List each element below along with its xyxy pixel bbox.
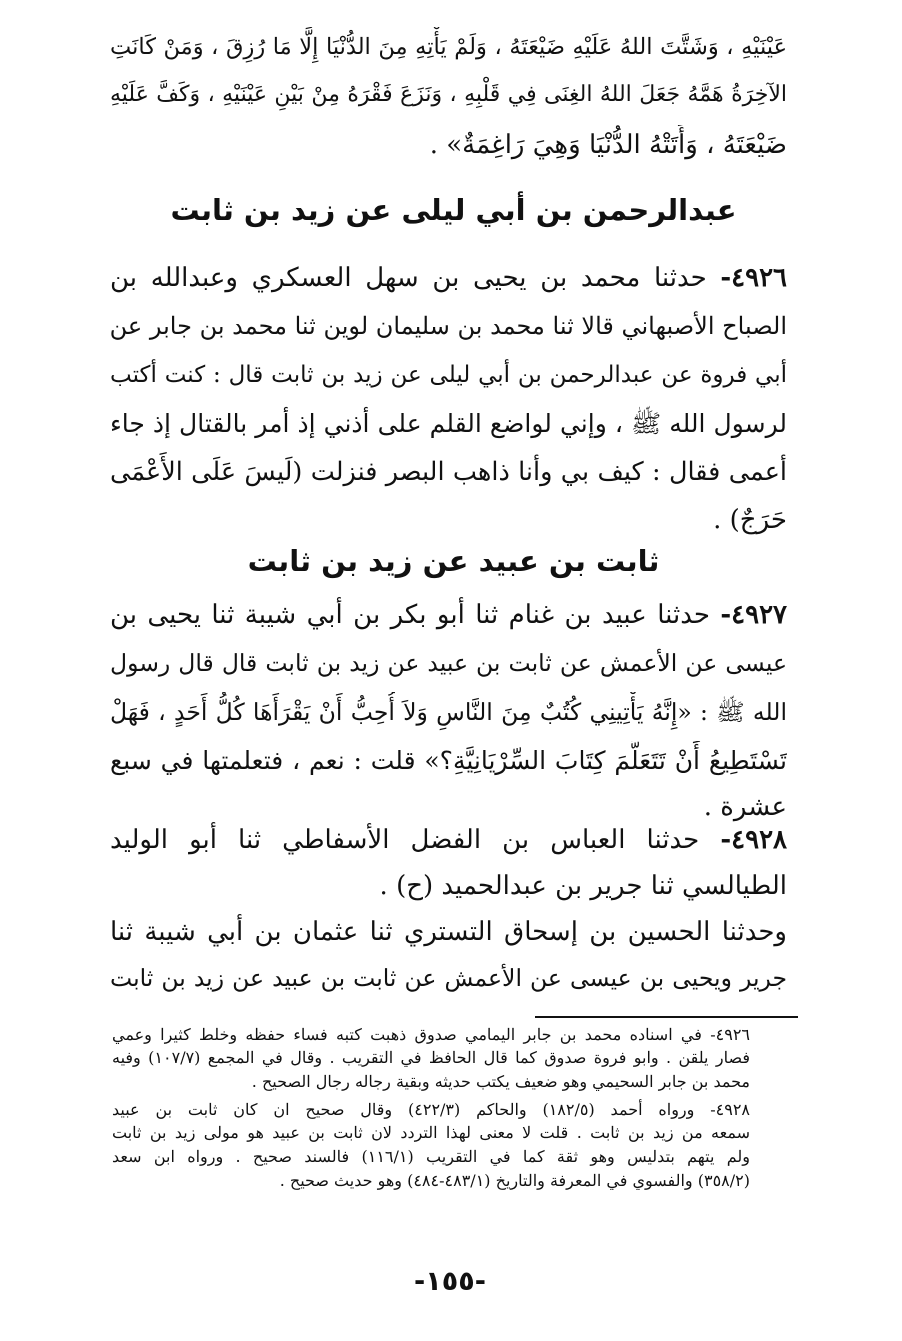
footnote-line: محمد بن جابر السحيمي وهو ضعيف يكتب حديثه وبقية رجاله رجال الصحيح . [251,1072,750,1091]
text-line: أعمى فقال : كيف بي وأنا ذاهب البصر فنزلت (لَيسَ عَلَى الأَعْمَى [110,457,787,487]
text-line: حَرَجٌ) . [713,505,787,535]
text-line: تَسْتَطِيعُ أَنْ تَتَعَلَّمَ كِتَابَ السِّرْيَانِيَّةِ؟» قلت : نعم ، فتعلمتها في سبع [110,746,787,775]
text-line: عيسى عن الأعمش عن ثابت بن عبيد عن زيد بن ثابت قال قال رسول [110,649,787,677]
footnote-line: ٤٩٢٦- في اسناده محمد بن جابر اليمامي صدوق ذهبت كتبه فساء حفظه وخلط كثيرا وعمي [112,1025,750,1044]
section-heading: ثابت بن عبيد عن زيد بن ثابت [247,544,660,578]
text-line: ضَيْعَتَهُ ، وَأَتَتْهُ الدُّنْيَا وَهِيَ رَاغِمَةٌ» . [429,130,787,160]
text-line: أبي فروة عن عبدالرحمن بن أبي ليلى عن زيد بن ثابت قال : كنت أكتب [110,362,787,388]
text-line: وحدثنا الحسين بن إسحاق التستري ثنا عثمان بن أبي شيبة ثنا [110,917,787,947]
footnote-line: فصار يلقن . وابو فروة صدوق كما قال الحافظ في التقريب . وقال في المجمع (١٠٧/٧) وفيه [112,1048,750,1067]
text-line: عَيْنَيْهِ ، وَشَتَّتَ اللهُ عَلَيْهِ ضَيْعَتَهُ ، وَلَمْ يَأْتِهِ مِنَ الدُّنْيَا إِلَّا مَا رُزِقَ ، وَمَنْ كَانَتِ [110,34,787,60]
footnote-line: سمعه من زيد بن ثابت . قلت لا معنى لهذا التردد لان ثابت بن عبيد هو مولى زيد بن ثابت [112,1123,750,1142]
text-line: الصباح الأصبهاني قالا ثنا محمد بن سليمان لوين ثنا محمد بن جابر عن [110,312,787,340]
hadith-first-line [110,258,787,298]
section-heading: عبدالرحمن بن أبي ليلى عن زيد بن ثابت [170,193,737,227]
text-line: الطيالسي ثنا جرير بن عبدالحميد (ح) . [379,871,787,901]
text-line: الآخِرَةُ هَمَّهُ جَعَلَ اللهُ الغِنَى فِي قَلْبِهِ ، وَنَزَعَ فَقْرَهُ مِنْ بَيْنِ عَيْنَيْهِ ، وَكَفَّ عَلَيْهِ [110,82,787,107]
hadith-first-line [110,820,787,860]
footnote-line: ولم يتهم بتدليس وهو ثقة كما في التقريب (١١٦/١) فالسند صحيح . ورواه ابن سعد [112,1147,750,1166]
hadith-text: حدثنا محمد بن يحيى بن سهل العسكري وعبدالله بن [110,263,707,293]
page-number: -١٥٥- [414,1266,486,1297]
hadith-first-line [110,595,787,635]
hadith-number: ٤٩٢٧- [720,600,787,630]
footnote-line: ٤٩٢٨- ورواه أحمد (١٨٢/٥) والحاكم (٤٢٢/٣) وقال صحيح ان كان ثابت بن عبيد [112,1100,750,1119]
footnote-divider [535,1016,798,1018]
hadith-number: ٤٩٢٦- [720,263,787,293]
hadith-number: ٤٩٢٨- [720,825,787,855]
footnote-line: (٣٥٨/٢) والفسوي في المعرفة والتاريخ (٤٨٣/١-٤٨٤) وهو حديث صحيح . [279,1171,750,1190]
text-line: الله ﷺ : «إِنَّهُ يَأْتِينِي كُتُبٌ مِنَ النَّاسِ وَلاَ أُحِبُّ أَنْ يَقْرَأَهَا كُلُّ أَحَدٍ ، فَهَلْ [110,698,787,726]
hadith-text: حدثنا عبيد بن غنام ثنا أبو بكر بن أبي شيبة ثنا يحيى بن [110,600,710,630]
text-line: عشرة . [703,792,787,822]
hadith-text: حدثنا العباس بن الفضل الأسفاطي ثنا أبو الوليد [110,825,700,855]
text-line: جرير ويحيى بن عيسى عن الأعمش عن ثابت بن عبيد عن زيد بن ثابت [110,964,787,992]
text-line: لرسول الله ﷺ ، وإني لواضع القلم على أذني إذ أمر بالقتال إذ جاء [110,409,787,438]
